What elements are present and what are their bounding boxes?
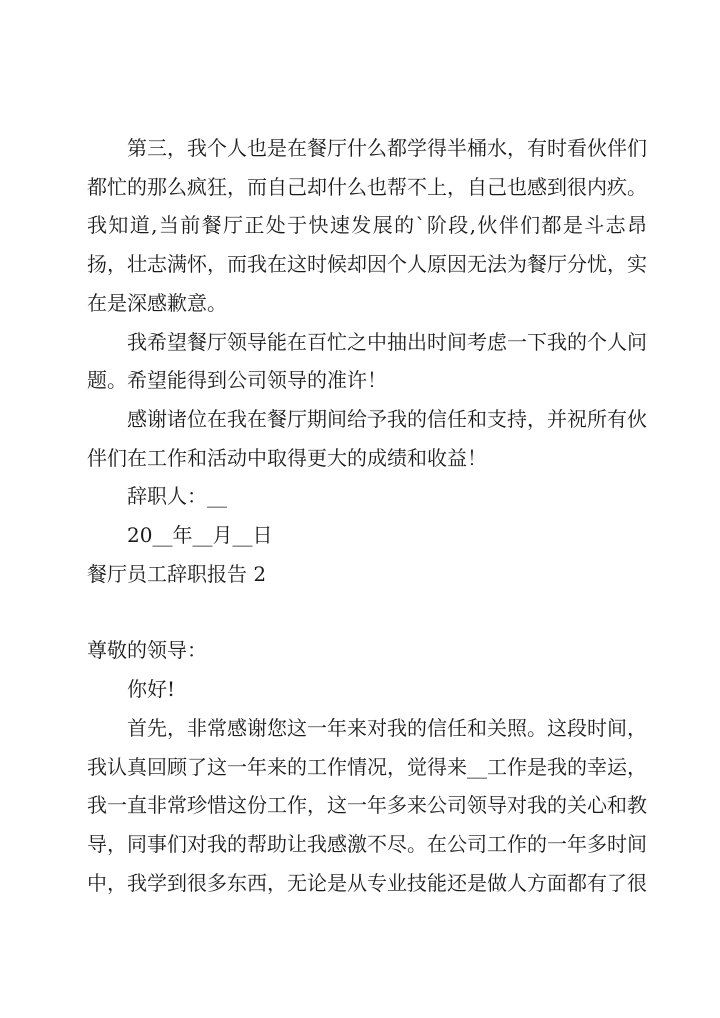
greeting: 你好! [127, 677, 176, 702]
blank-line [87, 593, 647, 631]
date-line: 20__年__月__日 [127, 523, 273, 548]
paragraph-gratitude: 首先，非常感谢您这一年来对我的信任和关照。这段时间，我认真回顾了这一年来的工作情况，觉得来__工作是我的幸运，我一直非常珍惜这份工作，这一年多来公司领导对我的关心和教导，同事们对我的帮助让我感激不尽。在公司工作的一年多时间中，我学到很多东西，无论是从专业技能还是做人方面都有了很 [87, 715, 647, 895]
signature-line: 辞职人：__ [127, 484, 227, 509]
document-body [87, 129, 647, 902]
paragraph-request: 我希望餐厅领导能在百忙之中抽出时间考虑一下我的个人问题。希望能得到公司领导的准许！ [87, 329, 647, 393]
salutation: 尊敬的领导： [87, 638, 207, 663]
paragraph-regret: 第三，我个人也是在餐厅什么都学得半桶水，有时看伙伴们都忙的那么疯狂，而自己却什么也帮不上，自己也感到很内疚。我知道,当前餐厅正处于快速发展的`阶段,伙伴们都是斗志昂扬，壮志满怀，而我在这时候却因个人原因无法为餐厅分忧，实在是深感歉意。 [87, 136, 647, 315]
section-title: 餐厅员工辞职报告 2 [87, 561, 267, 586]
paragraph-thanks: 感谢诸位在我在餐厅期间给予我的信任和支持，并祝所有伙伴们在工作和活动中取得更大的成绩和收益！ [87, 406, 647, 470]
